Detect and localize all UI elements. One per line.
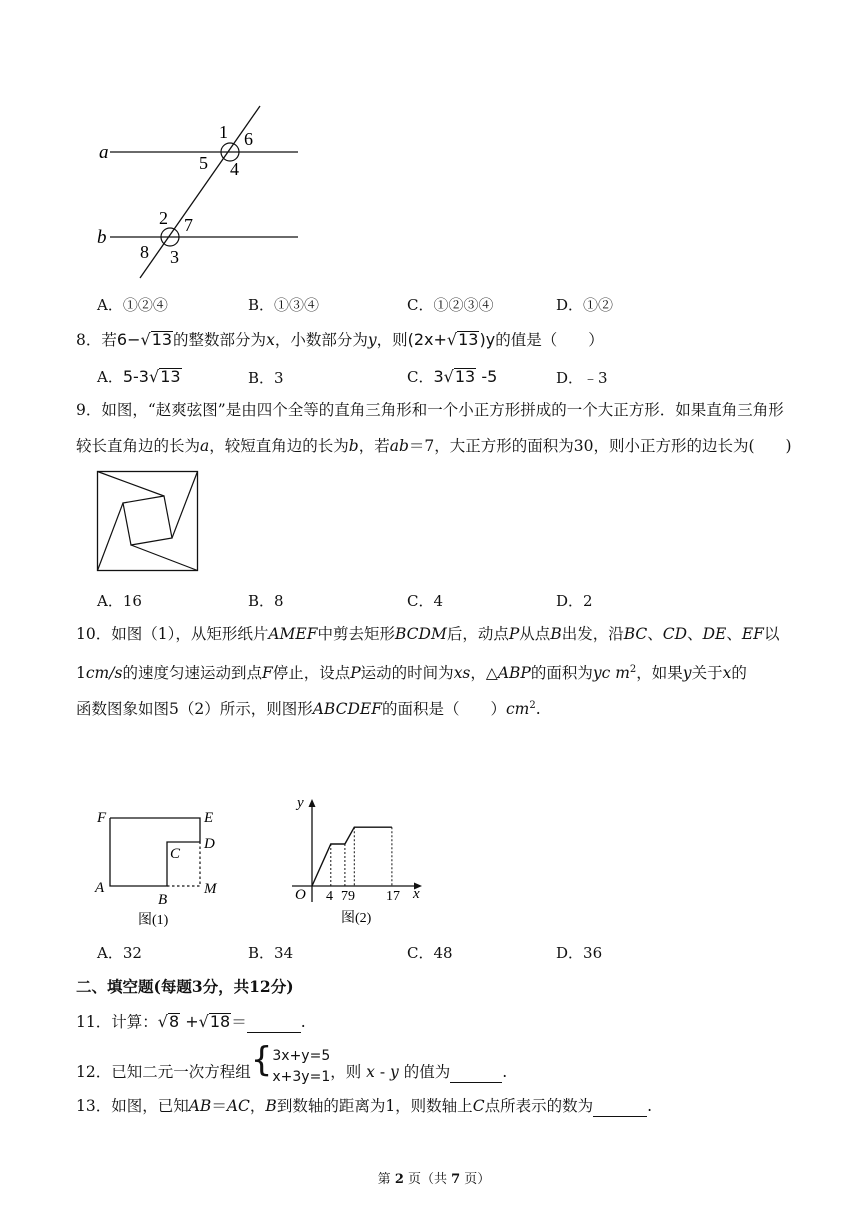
q12-stem: 12．已知二元一次方程组{ 3x+y=5 x+3y=1 ，则 x - y 的值为 . (76, 1046, 507, 1086)
outer-square (98, 472, 198, 571)
q13-answer-blank[interactable] (593, 1096, 647, 1117)
q10-stem-line1: 10．如图（1），从矩形纸片AMEF中剪去矩形BCDM后，动点P从点B出发，沿BC、CD、DE、EF以 (76, 625, 780, 643)
q9-option-b[interactable]: B．8 (248, 592, 284, 610)
q7-option-b[interactable]: B．①③④ (248, 296, 320, 314)
svg-text:C: C (170, 846, 181, 862)
q7-option-c[interactable]: C．①②③④ (407, 296, 494, 314)
q7-option-a[interactable]: A．①②④ (97, 296, 168, 314)
zhao-shuang-diagram (96, 470, 200, 572)
rectangle-figure-1 (92, 800, 232, 930)
q10-option-b[interactable]: B．34 (248, 944, 294, 962)
y-axis-arrow (309, 799, 316, 807)
label-b: b (97, 227, 107, 248)
q12-answer-blank[interactable] (450, 1062, 502, 1083)
angle-2: 2 (159, 208, 168, 228)
section-2-heading: 二、填空题(每题3分，共12分) (76, 977, 294, 996)
svg-text:E: E (204, 810, 214, 826)
system-brace: { (250, 1040, 273, 1080)
function-graph-figure-2 (282, 790, 432, 930)
fig2-caption: 图(2) (341, 911, 372, 926)
angle-7: 7 (184, 215, 193, 235)
label-a: a (99, 142, 109, 163)
origin-label: O (295, 887, 306, 903)
shape-abcdef (110, 818, 200, 886)
equation-system: 3x+y=5 x+3y=1 (272, 1048, 331, 1085)
q9-option-c[interactable]: C．4 (407, 592, 444, 610)
svg-text:A: A (95, 880, 105, 896)
graph-line (312, 827, 392, 886)
q9-stem-line1: 9．如图，“赵爽弦图”是由四个全等的直角三角形和一个小正方形拼成的一个大正方形．如果直角三角形 (76, 401, 784, 419)
svg-text:D: D (204, 836, 215, 852)
x-tick-79: 79 (341, 889, 355, 904)
q9-stem-line2: 较长直角边的长为a，较短直角边的长为b，若ab＝7，大正方形的面积为30，则小正方形的边长为( ) (76, 437, 792, 455)
q10-option-a[interactable]: A．32 (97, 944, 142, 962)
angle-1: 1 (219, 122, 228, 142)
transversal (140, 106, 260, 278)
q8-option-d[interactable]: D．﹣3 (556, 369, 608, 387)
page-footer: 第 2 页（共 7 页） (377, 1172, 491, 1187)
x-tick-17: 17 (386, 889, 400, 904)
q11-answer-blank[interactable] (247, 1012, 301, 1033)
fig1-caption: 图(1) (138, 913, 169, 928)
q13-stem: 13．如图，已知AB＝AC，B到数轴的距离为1，则数轴上C点所表示的数为 . (76, 1097, 653, 1115)
angle-3: 3 (170, 247, 179, 267)
q8-option-a[interactable]: A．5-3√13 (97, 367, 181, 386)
angle-8: 8 (140, 242, 149, 262)
svg-text:M: M (204, 881, 217, 897)
y-axis-label: y (297, 795, 304, 811)
angle-6: 6 (244, 129, 253, 149)
q8-stem: 8．若6−√13的整数部分为x，小数部分为y，则(2x+√13)y的值是（ ） (76, 330, 604, 349)
angle-5: 5 (199, 153, 208, 173)
q11-stem: 11．计算：√8 +√18＝ . (76, 1012, 306, 1031)
q10-stem-line3: 函数图象如图5（2）所示，则图形ABCDEF的面积是（ ）$cm^2$. (76, 700, 541, 719)
q9-option-d[interactable]: D．2 (556, 592, 593, 610)
angle-4: 4 (230, 159, 239, 179)
x-axis-label: x (413, 886, 420, 902)
q7-option-d[interactable]: D．①② (556, 296, 614, 314)
q9-option-a[interactable]: A．16 (97, 592, 142, 610)
parallel-lines-figure (90, 100, 310, 285)
q10-option-d[interactable]: D．36 (556, 944, 603, 962)
q8-option-c[interactable]: C．3√13 -5 (407, 367, 498, 386)
svg-text:F: F (97, 810, 107, 826)
x-tick-4: 4 (326, 889, 333, 904)
q10-option-c[interactable]: C．48 (407, 944, 453, 962)
q8-option-b[interactable]: B．3 (248, 369, 284, 387)
svg-text:B: B (158, 892, 168, 908)
inner-square (123, 496, 172, 545)
q10-stem-line2: 1cm/s的速度匀速运动到点F停止，设点P运动的时间为xs，△ABP的面积为yc $m^2$，如果y关于x的 (76, 664, 747, 683)
